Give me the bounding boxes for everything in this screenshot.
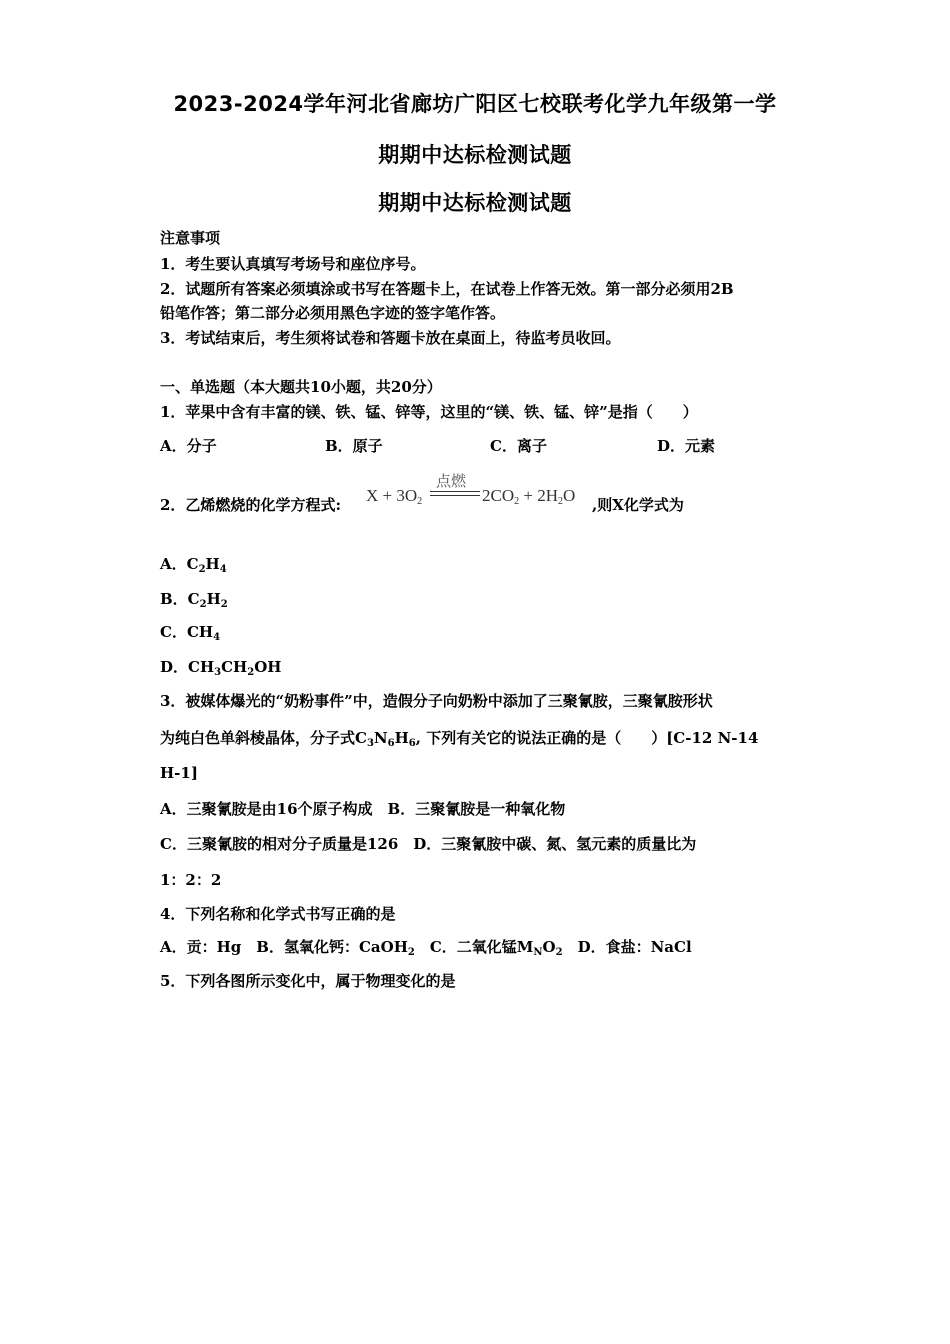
question-2-option-c: C．$CH_4$ xyxy=(160,623,221,643)
equation-right: $2CO_2 + 2H_2O$ xyxy=(482,486,576,507)
question-2-stem-suffix: ,则X化学式为 xyxy=(592,496,684,514)
equation-left: $X + 3O_2$ xyxy=(366,486,423,507)
question-2-option-a: A．$C_2H_4$ xyxy=(160,555,227,575)
question-1-option-b: B．原子 xyxy=(325,437,383,455)
equation-condition: 点燃 xyxy=(436,472,467,490)
question-3-line-2: 为纯白色单斜棱晶体，分子式$C_3N_6H_6$, 下列有关它的说法正确的是（ ）[C-12 N-14 xyxy=(160,729,759,749)
question-1-option-c: C．离子 xyxy=(490,437,547,455)
question-1-option-d: D．元素 xyxy=(657,437,716,455)
notice-item-2b: 铅笔作答；第二部分必须用黑色字迹的签字笔作答。 xyxy=(160,304,506,322)
exam-title-line2: 期期中达标检测试题 xyxy=(378,143,572,167)
notice-heading: 注意事项 xyxy=(160,229,221,247)
question-4-stem: 4．下列名称和化学式书写正确的是 xyxy=(160,905,396,923)
question-3-line-3: H-1] xyxy=(160,764,198,782)
equation-bar-bottom xyxy=(430,495,480,496)
notice-item-2a: 2．试题所有答案必须填涂或书写在答题卡上，在试卷上作答无效。第一部分必须用2B xyxy=(160,280,734,298)
question-3-options-ab: A．三聚氰胺是由16个原子构成 B．三聚氰胺是一种氧化物 xyxy=(160,800,566,818)
question-1-option-a: A．分子 xyxy=(160,437,217,455)
question-2-option-b: B．$C_2H_2$ xyxy=(160,590,228,610)
exam-title-line1: 2023-2024学年河北省廊坊广阳区七校联考化学九年级第一学 xyxy=(173,92,777,116)
question-3-options-cd: C．三聚氰胺的相对分子质量是126 D．三聚氰胺中碳、氮、氢元素的质量比为 xyxy=(160,835,697,853)
question-2-stem-prefix: 2．乙烯燃烧的化学方程式: xyxy=(160,496,341,514)
question-1-stem: 1．苹果中含有丰富的镁、铁、锰、锌等，这里的“镁、铁、锰、锌”是指（ ） xyxy=(160,403,698,421)
equation-bar-top xyxy=(430,491,480,492)
combustion-equation xyxy=(366,470,596,516)
question-3-options-cd-cont: 1：2：2 xyxy=(160,871,222,889)
notice-item-1: 1．考生要认真填写考场号和座位序号。 xyxy=(160,255,426,273)
question-2-option-d: D．$CH_3CH_2OH$ xyxy=(160,658,282,678)
exam-title-line3: 期期中达标检测试题 xyxy=(378,191,572,215)
question-3-line-1: 3．被媒体爆光的“奶粉事件”中，造假分子向奶粉中添加了三聚氰胺，三聚氰胺形状 xyxy=(160,692,713,710)
notice-item-3: 3．考试结束后，考生须将试卷和答题卡放在桌面上，待监考员收回。 xyxy=(160,329,621,347)
question-4-options: A．贡：Hg B．氢氧化钙：CaOH$_2$ C．二氧化锰$M_NO_2$ D．食盐：NaCl xyxy=(160,938,692,958)
section-heading: 一、单选题（本大题共10小题，共20分） xyxy=(160,378,442,396)
question-5-stem: 5．下列各图所示变化中，属于物理变化的是 xyxy=(160,972,456,990)
